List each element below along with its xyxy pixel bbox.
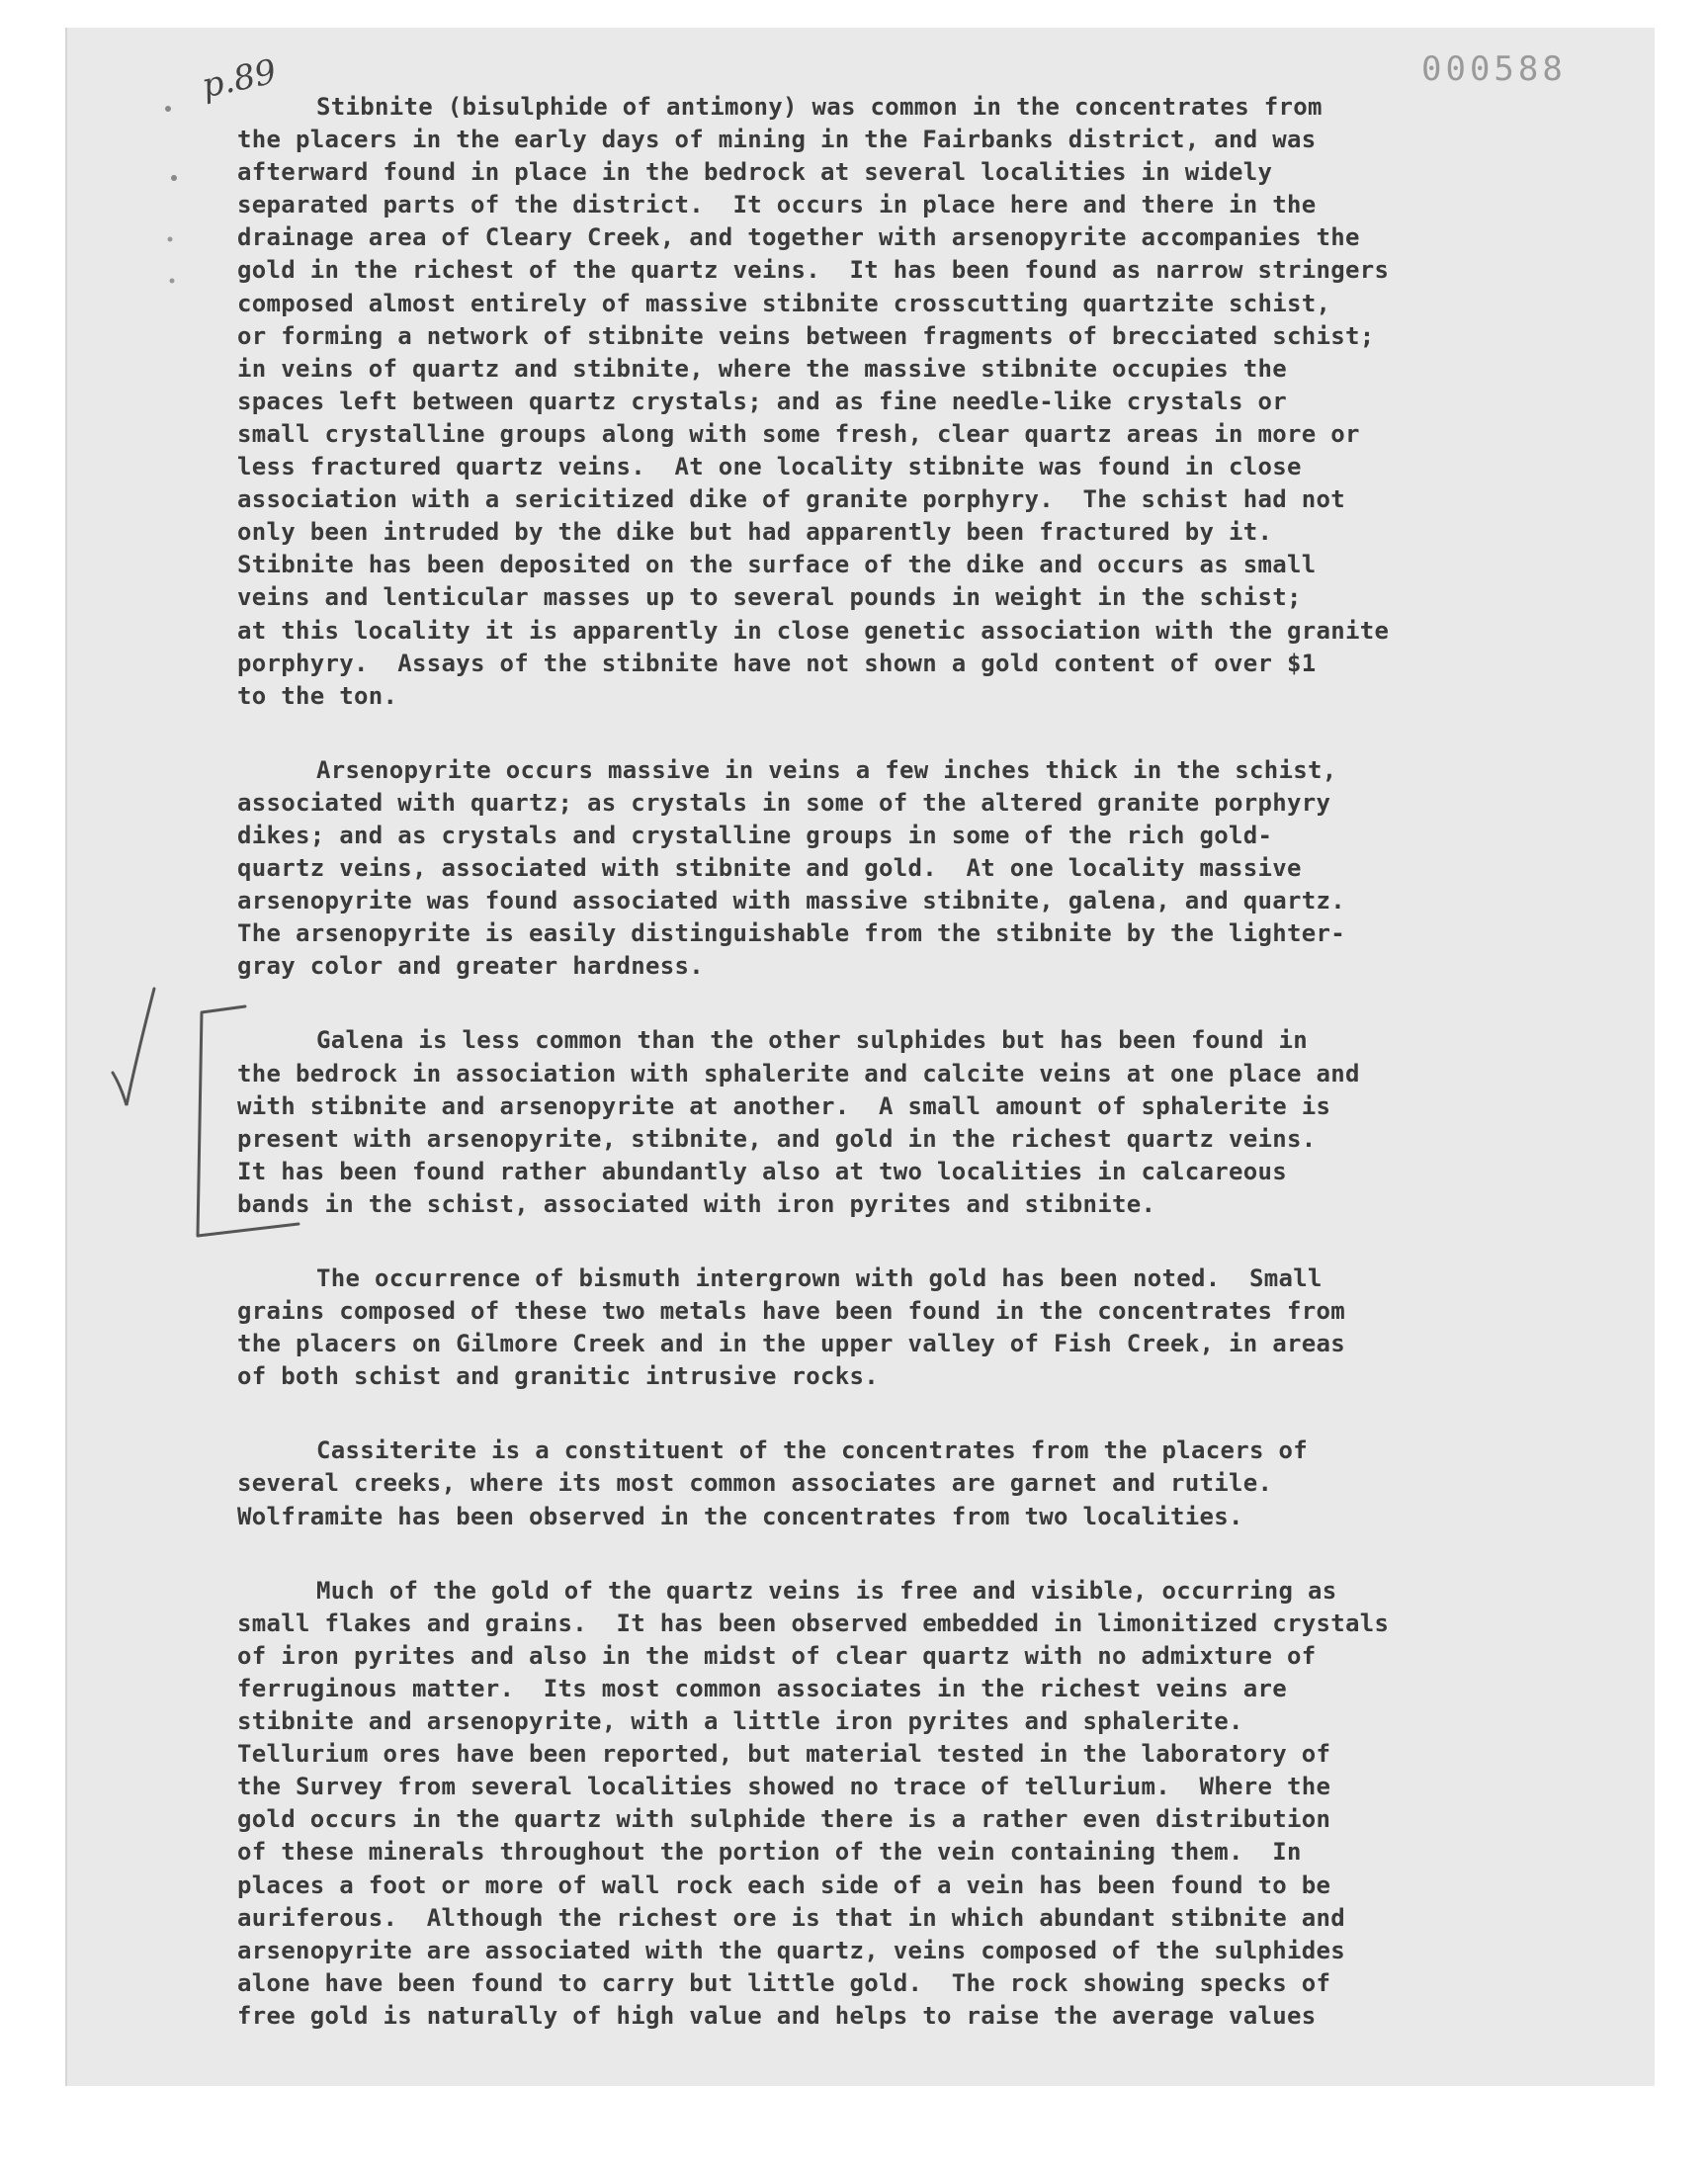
- text-line: less fractured quartz veins. At one locality stibnite was found in close: [237, 453, 1302, 481]
- text-line: Stibnite has been deposited on the surface of the dike and occurs as small: [237, 551, 1317, 579]
- text-line: afterward found in place in the bedrock at several localities in widely: [237, 158, 1273, 187]
- document-body: [237, 91, 1552, 2074]
- text-line: the bedrock in association with sphalerite and calcite veins at one place and: [237, 1059, 1360, 1088]
- text-line: Stibnite (bisulphide of antimony) was common in the concentrates from: [316, 93, 1323, 121]
- text-line: quartz veins, associated with stibnite and gold. At one locality massive: [237, 854, 1302, 883]
- paragraph-arsenopyrite: [237, 754, 1552, 984]
- text-line: It has been found rather abundantly also at two localities in calcareous: [237, 1157, 1287, 1185]
- text-line: The occurrence of bismuth intergrown with gold has been noted. Small: [316, 1264, 1323, 1292]
- text-line: auriferous. Although the richest ore is that in which abundant stibnite and: [237, 1903, 1345, 1932]
- text-line: of iron pyrites and also in the midst of clear quartz with no admixture of: [237, 1641, 1317, 1670]
- handwritten-page-note: p.89: [198, 51, 281, 107]
- text-line: the placers in the early days of mining in the Fairbanks district, and was: [237, 126, 1317, 154]
- text-line: dikes; and as crystals and crystalline groups in some of the rich gold-: [237, 821, 1273, 849]
- text-line: gold occurs in the quartz with sulphide there is a rather even distribution: [237, 1805, 1331, 1834]
- text-line: drainage area of Cleary Creek, and together with arsenopyrite accompanies the: [237, 223, 1360, 252]
- text-line: ferruginous matter. Its most common associates in the richest veins are: [237, 1674, 1287, 1702]
- text-line: places a foot or more of wall rock each side of a vein has been found to be: [237, 1870, 1331, 1899]
- text-line: small crystalline groups along with some fresh, clear quartz areas in more or: [237, 419, 1360, 448]
- text-line: stibnite and arsenopyrite, with a little iron pyrites and sphalerite.: [237, 1707, 1243, 1736]
- text-line: free gold is naturally of high value and helps to raise the average values: [237, 2001, 1317, 2030]
- text-line: association with a sericitized dike of granite porphyry. The schist had not: [237, 485, 1345, 514]
- text-line: separated parts of the district. It occurs in place here and there in the: [237, 191, 1317, 219]
- text-line: or forming a network of stibnite veins between fragments of brecciated schist;: [237, 321, 1375, 350]
- text-line: alone have been found to carry but little gold. The rock showing specks of: [237, 1968, 1331, 1997]
- text-line: the Survey from several localities showed no trace of tellurium. Where the: [237, 1773, 1331, 1801]
- page-number: 000588: [1421, 49, 1567, 89]
- margin-dots: [148, 99, 188, 297]
- text-line: at this locality it is apparently in close genetic association with the granite: [237, 616, 1390, 645]
- text-line: in veins of quartz and stibnite, where the massive stibnite occupies the: [237, 354, 1287, 383]
- text-line: the placers on Gilmore Creek and in the upper valley of Fish Creek, in areas: [237, 1330, 1345, 1358]
- text-line: Cassiterite is a constituent of the concentrates from the placers of: [316, 1436, 1308, 1465]
- paragraph-gold: [237, 1575, 1552, 2033]
- text-line: associated with quartz; as crystals in some of the altered granite porphyry: [237, 788, 1331, 817]
- text-line: with stibnite and arsenopyrite at another. A small amount of sphalerite is: [237, 1091, 1331, 1120]
- paragraph-bismuth: [237, 1262, 1552, 1393]
- text-line: several creeks, where its most common associates are garnet and rutile.: [237, 1469, 1273, 1498]
- paragraph-stibnite: [237, 91, 1552, 713]
- paragraph-galena: [237, 1024, 1552, 1221]
- check-mark-icon: [107, 979, 176, 1117]
- text-line: gold in the richest of the quartz veins. It has been found as narrow stringers: [237, 256, 1390, 285]
- text-line: veins and lenticular masses up to several pounds in weight in the schist;: [237, 583, 1302, 612]
- text-line: composed almost entirely of massive stibnite crosscutting quartzite schist,: [237, 289, 1331, 317]
- text-line: The arsenopyrite is easily distinguishable from the stibnite by the lighter-: [237, 919, 1345, 948]
- text-line: of both schist and granitic intrusive rocks.: [237, 1362, 879, 1391]
- text-line: of these minerals throughout the portion of the vein containing them. In: [237, 1838, 1302, 1867]
- text-line: gray color and greater hardness.: [237, 952, 704, 981]
- text-line: Galena is less common than the other sulphides but has been found in: [316, 1026, 1308, 1055]
- paragraph-cassiterite: [237, 1435, 1552, 1532]
- text-line: bands in the schist, associated with iron pyrites and stibnite.: [237, 1189, 1156, 1218]
- text-line: Tellurium ores have been reported, but material tested in the laboratory of: [237, 1740, 1331, 1769]
- text-line: arsenopyrite are associated with the quartz, veins composed of the sulphides: [237, 1936, 1345, 1964]
- text-line: Much of the gold of the quartz veins is free and visible, occurring as: [316, 1576, 1337, 1605]
- text-line: arsenopyrite was found associated with massive stibnite, galena, and quartz.: [237, 887, 1345, 915]
- text-line: Wolframite has been observed in the concentrates from two localities.: [237, 1502, 1243, 1530]
- text-line: Arsenopyrite occurs massive in veins a few inches thick in the schist,: [316, 755, 1337, 784]
- text-line: porphyry. Assays of the stibnite have not shown a gold content of over $1: [237, 649, 1317, 677]
- text-line: to the ton.: [237, 681, 398, 710]
- text-line: grains composed of these two metals have been found in the concentrates from: [237, 1297, 1345, 1326]
- text-line: present with arsenopyrite, stibnite, and gold in the richest quartz veins.: [237, 1124, 1317, 1153]
- text-line: only been intruded by the dike but had apparently been fractured by it.: [237, 518, 1273, 547]
- text-line: small flakes and grains. It has been observed embedded in limonitized crystals: [237, 1609, 1390, 1637]
- text-line: spaces left between quartz crystals; and as fine needle-like crystals or: [237, 387, 1287, 415]
